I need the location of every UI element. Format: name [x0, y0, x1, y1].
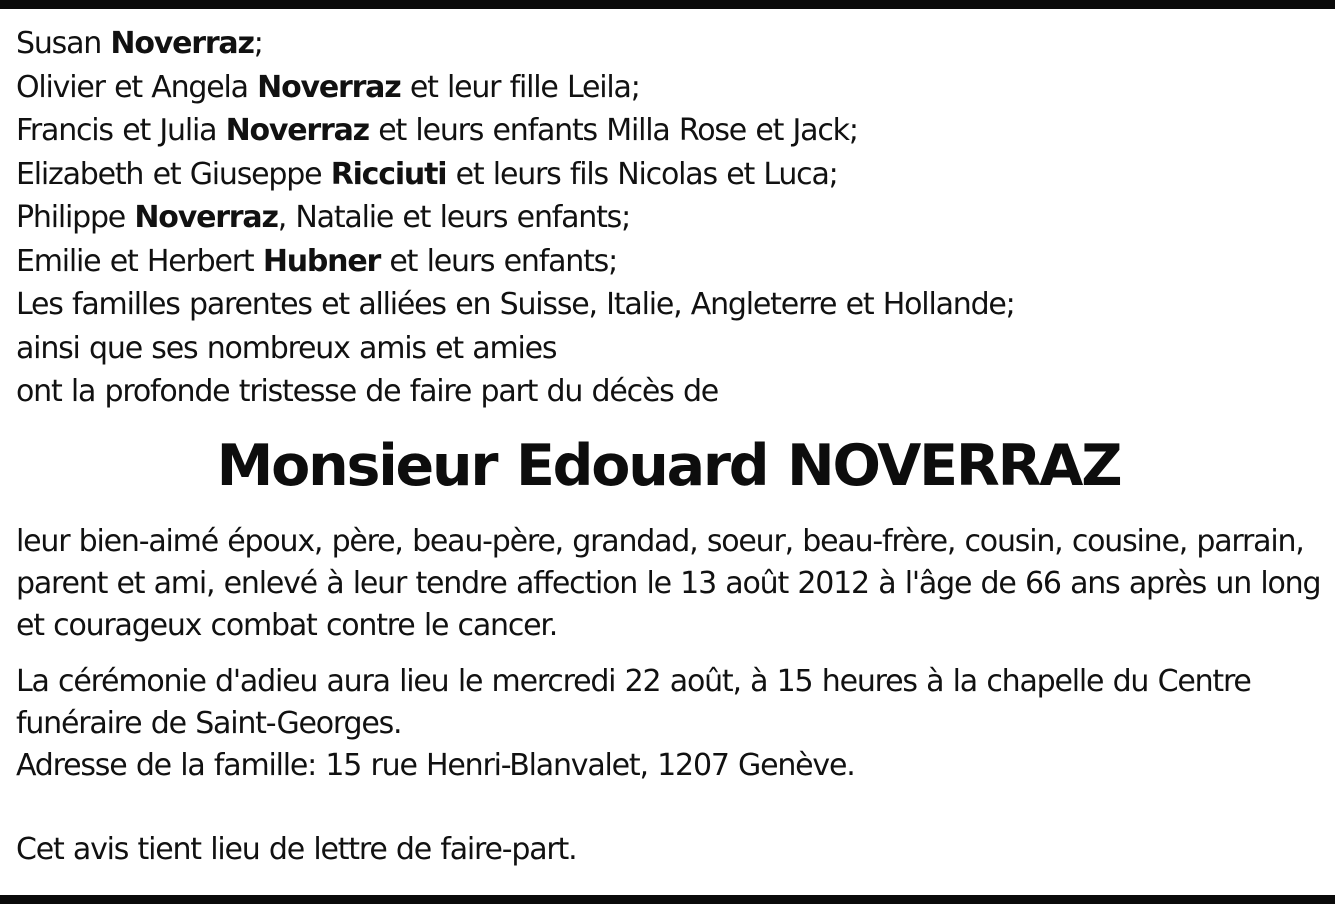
family-line: Olivier et Angela Noverraz et leur fille Leila; — [16, 69, 640, 105]
bottom-border-rule — [0, 895, 1335, 904]
family-line: Elizabeth et Giuseppe Ricciuti et leurs fils Nicolas et Luca; — [16, 156, 838, 192]
description-paragraph: leur bien-aimé époux, père, beau-père, grandad, soeur, beau-frère, cousin, cousine, parrain, parent et ami, enlevé à leur tendre affection le 13 août 2012 à l'âge de 66 ans après un long et courageux combat contre le cancer. — [16, 523, 1321, 643]
family-surname: Ricciuti — [330, 156, 447, 192]
top-border-rule — [0, 0, 1335, 9]
family-line: Philippe Noverraz, Natalie et leurs enfants; — [16, 200, 631, 235]
obituary-notice — [16, 22, 1321, 871]
family-surname: Hubner — [262, 243, 381, 279]
family-surname: Noverraz — [134, 200, 278, 235]
family-surname: Noverraz — [225, 113, 369, 148]
family-list — [16, 22, 1321, 414]
relatives-line: Les familles parentes et alliées en Suisse, Italie, Angleterre et Hollande; — [16, 287, 1015, 322]
deceased-name-heading: Monsieur Edouard NOVERRAZ — [216, 432, 1121, 499]
friends-line: ainsi que ses nombreux amis et amies — [16, 330, 557, 366]
family-surname: Noverraz — [110, 26, 254, 61]
ceremony-paragraph: La cérémonie d'adieu aura lieu le mercredi 22 août, à 15 heures à la chapelle du Centre funéraire de Saint-Georges. — [16, 663, 1251, 741]
family-line: Francis et Julia Noverraz et leurs enfants Milla Rose et Jack; — [16, 113, 858, 148]
family-surname: Noverraz — [257, 69, 401, 105]
family-line: Susan Noverraz; — [16, 26, 263, 61]
announcement-line: ont la profonde tristesse de faire part du décès de — [16, 374, 719, 409]
closing-note: Cet avis tient lieu de lettre de faire-part. — [16, 831, 577, 867]
family-line: Emilie et Herbert Hubner et leurs enfants; — [16, 243, 618, 279]
family-address: Adresse de la famille: 15 rue Henri-Blanvalet, 1207 Genève. — [16, 747, 855, 783]
